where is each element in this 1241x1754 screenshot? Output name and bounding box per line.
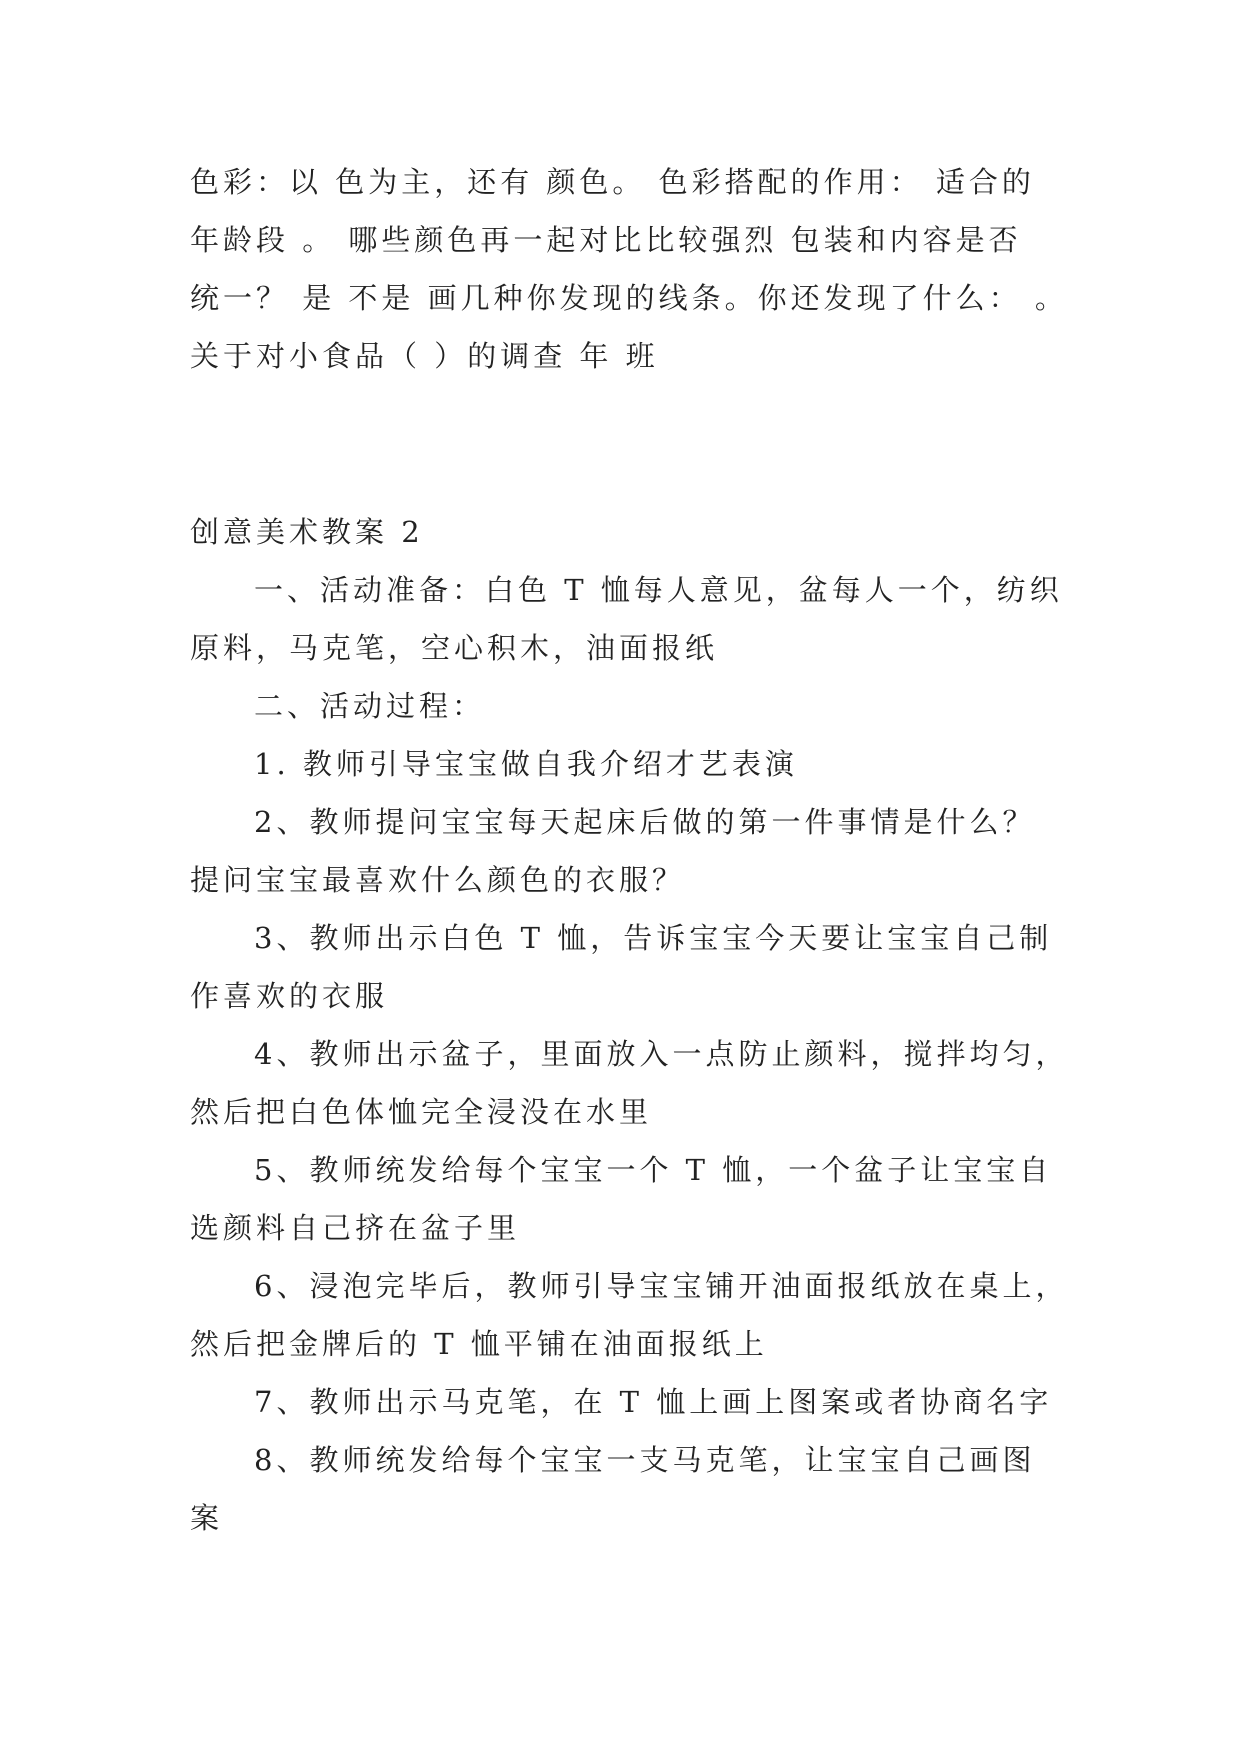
- paragraph-line: 8、教师统发给每个宝宝一支马克笔，让宝宝自己画图: [254, 1443, 1036, 1477]
- paragraph-line: 4、教师出示盆子，里面放入一点防止颜料，搅拌均匀，: [254, 1037, 1069, 1071]
- paragraph-line: 然后把金牌后的 T 恤平铺在油面报纸上: [190, 1327, 768, 1361]
- paragraph-line: 选颜料自己挤在盆子里: [190, 1211, 521, 1245]
- paragraph-line: 2、教师提问宝宝每天起床后做的第一件事情是什么？: [254, 805, 1036, 839]
- paragraph-line: 一、活动准备：白色 T 恤每人意见，盆每人一个，纺织: [254, 573, 1063, 607]
- paragraph-line: 5、教师统发给每个宝宝一个 T 恤，一个盆子让宝宝自: [254, 1153, 1053, 1187]
- paragraph-line: 3、教师出示白色 T 恤，告诉宝宝今天要让宝宝自己制: [254, 921, 1053, 955]
- paragraph-line: 7、教师出示马克笔，在 T 恤上画上图案或者协商名字: [254, 1385, 1053, 1419]
- survey-line-3: 统一？ 是 不是 画几种你发现的线条。你还发现了什么： 。: [190, 281, 1068, 315]
- paragraph-line: 二、活动过程：: [254, 689, 486, 723]
- lesson-title: 创意美术教案 2: [190, 515, 424, 549]
- paragraph-line: 1. 教师引导宝宝做自我介绍才艺表演: [254, 747, 798, 781]
- paragraph-line: 原料，马克笔，空心积木，油面报纸: [190, 631, 719, 665]
- paragraph-line: 然后把白色体恤完全浸没在水里: [190, 1095, 653, 1129]
- paragraph-line: 案: [190, 1501, 224, 1535]
- survey-line-4: 关于对小食品（ ）的调查 年 班: [190, 339, 659, 373]
- paragraph-line: 6、浸泡完毕后，教师引导宝宝铺开油面报纸放在桌上，: [254, 1269, 1069, 1303]
- survey-line-1: 色彩：以 色为主，还有 颜色。 色彩搭配的作用： 适合的: [190, 165, 1035, 199]
- paragraph-line: 提问宝宝最喜欢什么颜色的衣服？: [190, 863, 686, 897]
- survey-line-2: 年龄段 。 哪些颜色再一起对比比较强烈 包装和内容是否: [190, 223, 1022, 257]
- paragraph-line: 作喜欢的衣服: [190, 979, 389, 1013]
